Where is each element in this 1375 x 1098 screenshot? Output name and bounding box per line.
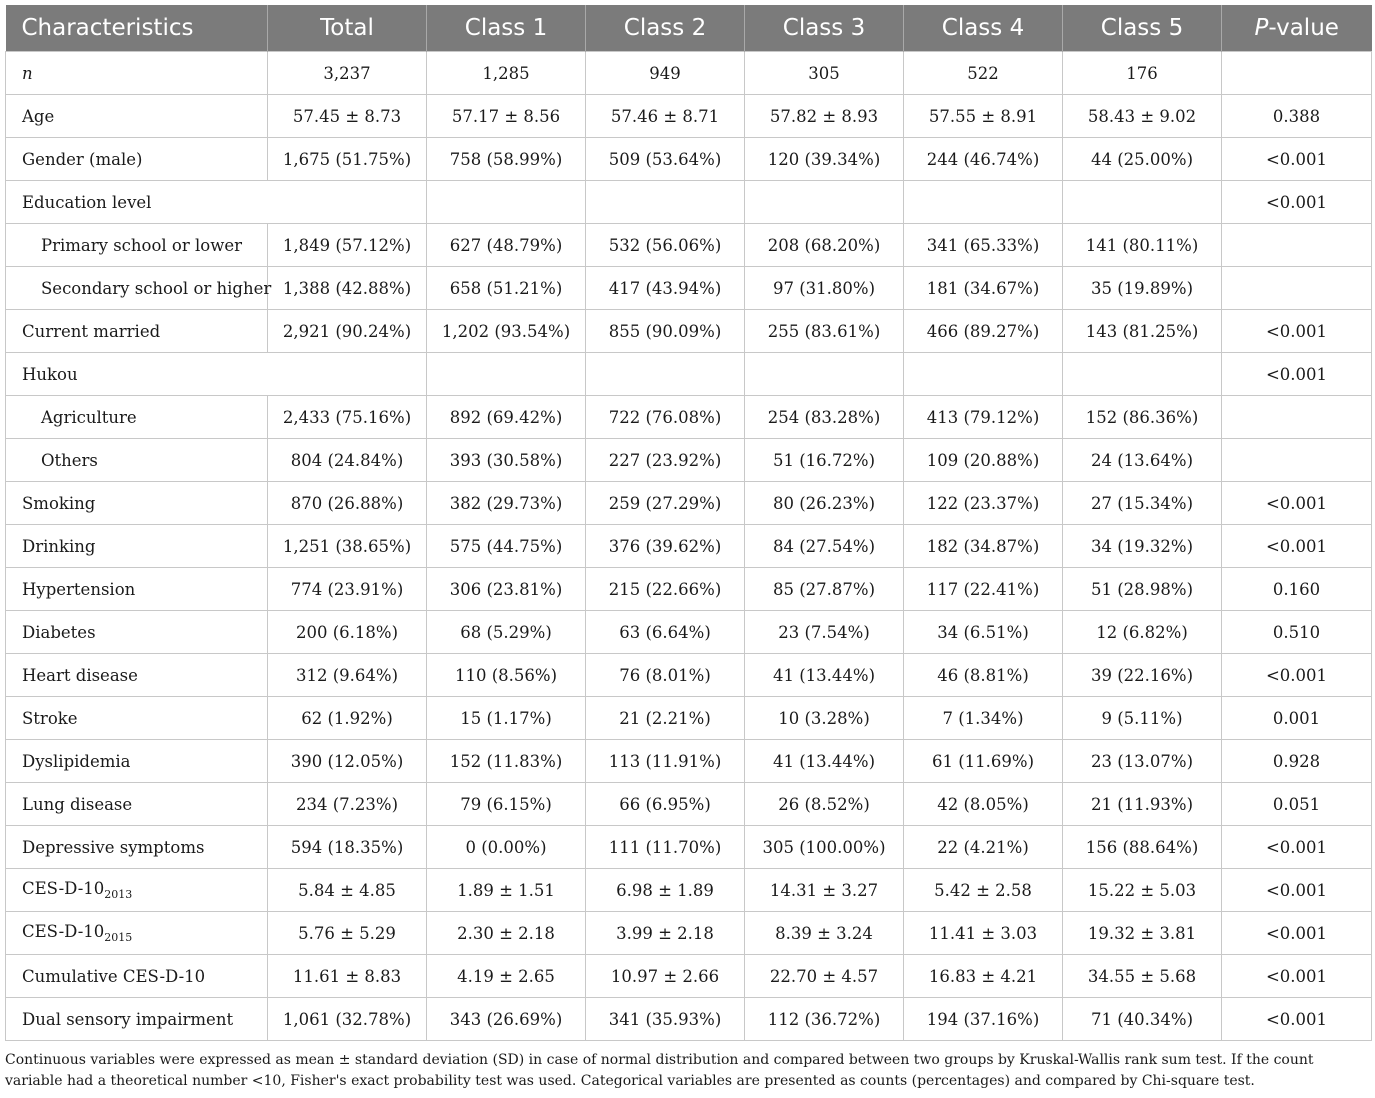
- cell-total: 2,433 (75.16%): [268, 396, 427, 439]
- row-label: Others: [6, 439, 268, 482]
- table-row-secondary-school: [6, 267, 1372, 310]
- cell-total: 804 (24.84%): [268, 439, 427, 482]
- table-row-cumulative-cesd: [6, 955, 1372, 998]
- cell-class-4: 7 (1.34%): [904, 697, 1063, 740]
- cell-class-5: 24 (13.64%): [1063, 439, 1222, 482]
- cell-class-4: 181 (34.67%): [904, 267, 1063, 310]
- cell-class-5: 34.55 ± 5.68: [1063, 955, 1222, 998]
- cell-class-1: 2.30 ± 2.18: [427, 912, 586, 955]
- table-row-lung-disease: [6, 783, 1372, 826]
- cell-class-4: 341 (65.33%): [904, 224, 1063, 267]
- cell-class-4: 194 (37.16%): [904, 998, 1063, 1041]
- cell-class-3: 80 (26.23%): [745, 482, 904, 525]
- cell-class-4: 11.41 ± 3.03: [904, 912, 1063, 955]
- cell-total: 870 (26.88%): [268, 482, 427, 525]
- cell-class-5: 71 (40.34%): [1063, 998, 1222, 1041]
- cell-class-3: [745, 181, 904, 224]
- table-footnote: Continuous variables were expressed as mean ± standard deviation (SD) in case of normal distribution and compared between two groups by Kruskal-Wallis rank sum test. If the count variable had a theoretical number <10, Fisher's exact probability test was used. Categorical variables are presented as counts (percentages) and compared by Chi-square test.: [5, 1052, 1314, 1089]
- header-class-1: Class 1: [427, 5, 586, 52]
- table-row-dual-sensory-impairment: [6, 998, 1372, 1041]
- row-label: Heart disease: [6, 654, 268, 697]
- cell-total: 57.45 ± 8.73: [268, 95, 427, 138]
- cell-class-3: 254 (83.28%): [745, 396, 904, 439]
- cell-p-value: 0.160: [1222, 568, 1372, 611]
- table-row-dyslipidemia: [6, 740, 1372, 783]
- cell-class-2: 341 (35.93%): [586, 998, 745, 1041]
- header-class-5: Class 5: [1063, 5, 1222, 52]
- row-label: Smoking: [6, 482, 268, 525]
- cell-total: 62 (1.92%): [268, 697, 427, 740]
- cell-class-5: 34 (19.32%): [1063, 525, 1222, 568]
- cell-class-3: 85 (27.87%): [745, 568, 904, 611]
- table-row-hukou: [6, 353, 1372, 396]
- cell-p-value: 0.051: [1222, 783, 1372, 826]
- cell-class-3: [745, 353, 904, 396]
- cell-class-2: 722 (76.08%): [586, 396, 745, 439]
- cell-p-value: <0.001: [1222, 138, 1372, 181]
- cell-p-value: <0.001: [1222, 955, 1372, 998]
- cell-class-1: 382 (29.73%): [427, 482, 586, 525]
- header-characteristics: Characteristics: [6, 5, 268, 52]
- cell-p-value: <0.001: [1222, 353, 1372, 396]
- cell-class-2: 215 (22.66%): [586, 568, 745, 611]
- cell-class-1: 4.19 ± 2.65: [427, 955, 586, 998]
- cell-class-3: 26 (8.52%): [745, 783, 904, 826]
- cell-class-1: 152 (11.83%): [427, 740, 586, 783]
- cell-class-3: 23 (7.54%): [745, 611, 904, 654]
- cell-class-5: 143 (81.25%): [1063, 310, 1222, 353]
- cell-total: 390 (12.05%): [268, 740, 427, 783]
- row-label: CES-$D-10_{2013}$: [6, 869, 268, 912]
- cell-class-1: 758 (58.99%): [427, 138, 586, 181]
- p-suffix: -value: [1268, 15, 1339, 41]
- table-row-heart-disease: [6, 654, 1372, 697]
- cell-class-4: [904, 181, 1063, 224]
- cell-class-2: 21 (2.21%): [586, 697, 745, 740]
- cell-class-2: 63 (6.64%): [586, 611, 745, 654]
- row-label: Lung disease: [6, 783, 268, 826]
- characteristics-table: [5, 5, 1372, 1041]
- cell-p-value: [1222, 267, 1372, 310]
- cell-class-1: 0 (0.00%): [427, 826, 586, 869]
- cell-class-4: 522: [904, 52, 1063, 95]
- cell-total: 2,921 (90.24%): [268, 310, 427, 353]
- cell-class-2: 6.98 ± 1.89: [586, 869, 745, 912]
- cell-class-4: 109 (20.88%): [904, 439, 1063, 482]
- row-label: n: [6, 52, 268, 95]
- cell-class-2: 57.46 ± 8.71: [586, 95, 745, 138]
- cell-class-2: 855 (90.09%): [586, 310, 745, 353]
- cell-class-1: 627 (48.79%): [427, 224, 586, 267]
- table-row-hypertension: [6, 568, 1372, 611]
- cell-p-value: [1222, 439, 1372, 482]
- cell-total: 5.84 ± 4.85: [268, 869, 427, 912]
- cell-class-4: 46 (8.81%): [904, 654, 1063, 697]
- cell-class-5: 12 (6.82%): [1063, 611, 1222, 654]
- table-row-stroke: [6, 697, 1372, 740]
- cell-p-value: <0.001: [1222, 826, 1372, 869]
- cell-class-1: [427, 181, 586, 224]
- cell-class-2: 949: [586, 52, 745, 95]
- cell-class-3: 41 (13.44%): [745, 740, 904, 783]
- row-label: Current married: [6, 310, 268, 353]
- row-label: Dyslipidemia: [6, 740, 268, 783]
- table-row-cesd-2013: [6, 869, 1372, 912]
- cell-class-4: 57.55 ± 8.91: [904, 95, 1063, 138]
- cell-class-3: 14.31 ± 3.27: [745, 869, 904, 912]
- cell-p-value: <0.001: [1222, 181, 1372, 224]
- cell-class-4: 122 (23.37%): [904, 482, 1063, 525]
- table-row-n: [6, 52, 1372, 95]
- cell-class-1: 658 (51.21%): [427, 267, 586, 310]
- cell-class-2: 259 (27.29%): [586, 482, 745, 525]
- table-row-agriculture: [6, 396, 1372, 439]
- cell-class-5: 27 (15.34%): [1063, 482, 1222, 525]
- cell-class-1: 343 (26.69%): [427, 998, 586, 1041]
- header-p-value: [1222, 5, 1372, 52]
- cell-total: [268, 181, 427, 224]
- cell-total: 3,237: [268, 52, 427, 95]
- row-label: Hypertension: [6, 568, 268, 611]
- cell-class-3: 51 (16.72%): [745, 439, 904, 482]
- table-row-current-married: [6, 310, 1372, 353]
- cell-class-4: 16.83 ± 4.21: [904, 955, 1063, 998]
- cell-p-value: 0.388: [1222, 95, 1372, 138]
- cell-total: 1,388 (42.88%): [268, 267, 427, 310]
- cell-class-1: 1,202 (93.54%): [427, 310, 586, 353]
- table-row-others: [6, 439, 1372, 482]
- cell-class-3: 41 (13.44%): [745, 654, 904, 697]
- cell-class-2: 76 (8.01%): [586, 654, 745, 697]
- cell-class-4: 466 (89.27%): [904, 310, 1063, 353]
- cell-class-1: 1,285: [427, 52, 586, 95]
- cell-class-5: 15.22 ± 5.03: [1063, 869, 1222, 912]
- cell-class-2: [586, 353, 745, 396]
- header-total: Total: [268, 5, 427, 52]
- cell-total: 1,849 (57.12%): [268, 224, 427, 267]
- table-row-primary-school: [6, 224, 1372, 267]
- cell-class-3: 10 (3.28%): [745, 697, 904, 740]
- cell-class-3: 8.39 ± 3.24: [745, 912, 904, 955]
- cell-class-3: 208 (68.20%): [745, 224, 904, 267]
- cell-p-value: 0.510: [1222, 611, 1372, 654]
- table-row-depressive-symptoms: [6, 826, 1372, 869]
- cell-class-5: 19.32 ± 3.81: [1063, 912, 1222, 955]
- cell-p-value: 0.001: [1222, 697, 1372, 740]
- row-label: Gender (male): [6, 138, 268, 181]
- header-class-4: Class 4: [904, 5, 1063, 52]
- cell-p-value: <0.001: [1222, 912, 1372, 955]
- p-letter: P: [1254, 15, 1269, 41]
- cell-class-5: 176: [1063, 52, 1222, 95]
- cell-class-4: 61 (11.69%): [904, 740, 1063, 783]
- table-row-drinking: [6, 525, 1372, 568]
- table-row-cesd-2015: [6, 912, 1372, 955]
- cell-p-value: 0.928: [1222, 740, 1372, 783]
- row-label: Dual sensory impairment: [6, 998, 268, 1041]
- table-row-education-level: [6, 181, 1372, 224]
- cell-total: [268, 353, 427, 396]
- cell-class-4: 34 (6.51%): [904, 611, 1063, 654]
- header-class-2: Class 2: [586, 5, 745, 52]
- cell-total: 5.76 ± 5.29: [268, 912, 427, 955]
- cell-class-1: 110 (8.56%): [427, 654, 586, 697]
- cell-p-value: <0.001: [1222, 869, 1372, 912]
- row-label: Secondary school or higher: [6, 267, 268, 310]
- cell-class-1: 306 (23.81%): [427, 568, 586, 611]
- table-row-age: [6, 95, 1372, 138]
- cell-class-1: 393 (30.58%): [427, 439, 586, 482]
- cell-class-1: 1.89 ± 1.51: [427, 869, 586, 912]
- cell-p-value: <0.001: [1222, 998, 1372, 1041]
- row-label: Drinking: [6, 525, 268, 568]
- cell-class-3: 112 (36.72%): [745, 998, 904, 1041]
- row-label: Depressive symptoms: [6, 826, 268, 869]
- cell-total: 200 (6.18%): [268, 611, 427, 654]
- row-label: Primary school or lower: [6, 224, 268, 267]
- cell-total: 1,061 (32.78%): [268, 998, 427, 1041]
- cell-class-5: 44 (25.00%): [1063, 138, 1222, 181]
- cell-p-value: [1222, 396, 1372, 439]
- cell-class-5: 9 (5.11%): [1063, 697, 1222, 740]
- cell-class-4: 117 (22.41%): [904, 568, 1063, 611]
- cell-class-1: 68 (5.29%): [427, 611, 586, 654]
- cell-class-3: 97 (31.80%): [745, 267, 904, 310]
- row-label: Stroke: [6, 697, 268, 740]
- cell-class-5: [1063, 181, 1222, 224]
- cell-class-4: 413 (79.12%): [904, 396, 1063, 439]
- cell-class-4: 244 (46.74%): [904, 138, 1063, 181]
- cell-class-3: 255 (83.61%): [745, 310, 904, 353]
- cell-class-4: [904, 353, 1063, 396]
- cell-class-2: 509 (53.64%): [586, 138, 745, 181]
- table-row-smoking: [6, 482, 1372, 525]
- cell-p-value: <0.001: [1222, 525, 1372, 568]
- cell-class-3: 120 (39.34%): [745, 138, 904, 181]
- cell-class-1: 575 (44.75%): [427, 525, 586, 568]
- cell-class-5: 51 (28.98%): [1063, 568, 1222, 611]
- cell-class-3: 22.70 ± 4.57: [745, 955, 904, 998]
- cell-class-1: 15 (1.17%): [427, 697, 586, 740]
- cell-class-1: [427, 353, 586, 396]
- cell-class-4: 182 (34.87%): [904, 525, 1063, 568]
- cell-class-2: 3.99 ± 2.18: [586, 912, 745, 955]
- cell-class-2: 376 (39.62%): [586, 525, 745, 568]
- cell-class-5: 39 (22.16%): [1063, 654, 1222, 697]
- cell-total: 234 (7.23%): [268, 783, 427, 826]
- cell-class-4: 42 (8.05%): [904, 783, 1063, 826]
- cell-class-4: 22 (4.21%): [904, 826, 1063, 869]
- cell-total: 1,251 (38.65%): [268, 525, 427, 568]
- cell-class-2: 417 (43.94%): [586, 267, 745, 310]
- cell-class-5: 58.43 ± 9.02: [1063, 95, 1222, 138]
- row-label: Cumulative CES-D-10: [6, 955, 268, 998]
- cell-p-value: <0.001: [1222, 482, 1372, 525]
- header-class-3: Class 3: [745, 5, 904, 52]
- cell-class-4: 5.42 ± 2.58: [904, 869, 1063, 912]
- cell-class-2: 532 (56.06%): [586, 224, 745, 267]
- row-label: Education level: [6, 181, 268, 224]
- cell-total: 11.61 ± 8.83: [268, 955, 427, 998]
- cell-total: 594 (18.35%): [268, 826, 427, 869]
- cell-class-2: 10.97 ± 2.66: [586, 955, 745, 998]
- row-label: Age: [6, 95, 268, 138]
- cell-class-2: 113 (11.91%): [586, 740, 745, 783]
- cell-class-2: 227 (23.92%): [586, 439, 745, 482]
- table-header-row: [6, 5, 1372, 52]
- cell-total: 774 (23.91%): [268, 568, 427, 611]
- cell-class-5: 156 (88.64%): [1063, 826, 1222, 869]
- row-label: Diabetes: [6, 611, 268, 654]
- cell-class-2: 66 (6.95%): [586, 783, 745, 826]
- cell-class-1: 79 (6.15%): [427, 783, 586, 826]
- cell-class-2: 111 (11.70%): [586, 826, 745, 869]
- row-label: Hukou: [6, 353, 268, 396]
- cell-p-value: [1222, 52, 1372, 95]
- table-row-gender: [6, 138, 1372, 181]
- cell-p-value: [1222, 224, 1372, 267]
- cell-class-5: 35 (19.89%): [1063, 267, 1222, 310]
- cell-class-5: [1063, 353, 1222, 396]
- cell-class-5: 141 (80.11%): [1063, 224, 1222, 267]
- cell-class-3: 57.82 ± 8.93: [745, 95, 904, 138]
- cell-p-value: <0.001: [1222, 310, 1372, 353]
- cell-class-5: 152 (86.36%): [1063, 396, 1222, 439]
- cell-class-3: 305: [745, 52, 904, 95]
- cell-class-5: 21 (11.93%): [1063, 783, 1222, 826]
- table-row-diabetes: [6, 611, 1372, 654]
- cell-class-3: 84 (27.54%): [745, 525, 904, 568]
- row-label: CES-$D-10_{2015}$: [6, 912, 268, 955]
- cell-p-value: <0.001: [1222, 654, 1372, 697]
- cell-class-5: 23 (13.07%): [1063, 740, 1222, 783]
- cell-class-1: 57.17 ± 8.56: [427, 95, 586, 138]
- cell-total: 312 (9.64%): [268, 654, 427, 697]
- cell-class-3: 305 (100.00%): [745, 826, 904, 869]
- row-label: Agriculture: [6, 396, 268, 439]
- cell-class-2: [586, 181, 745, 224]
- cell-total: 1,675 (51.75%): [268, 138, 427, 181]
- cell-class-1: 892 (69.42%): [427, 396, 586, 439]
